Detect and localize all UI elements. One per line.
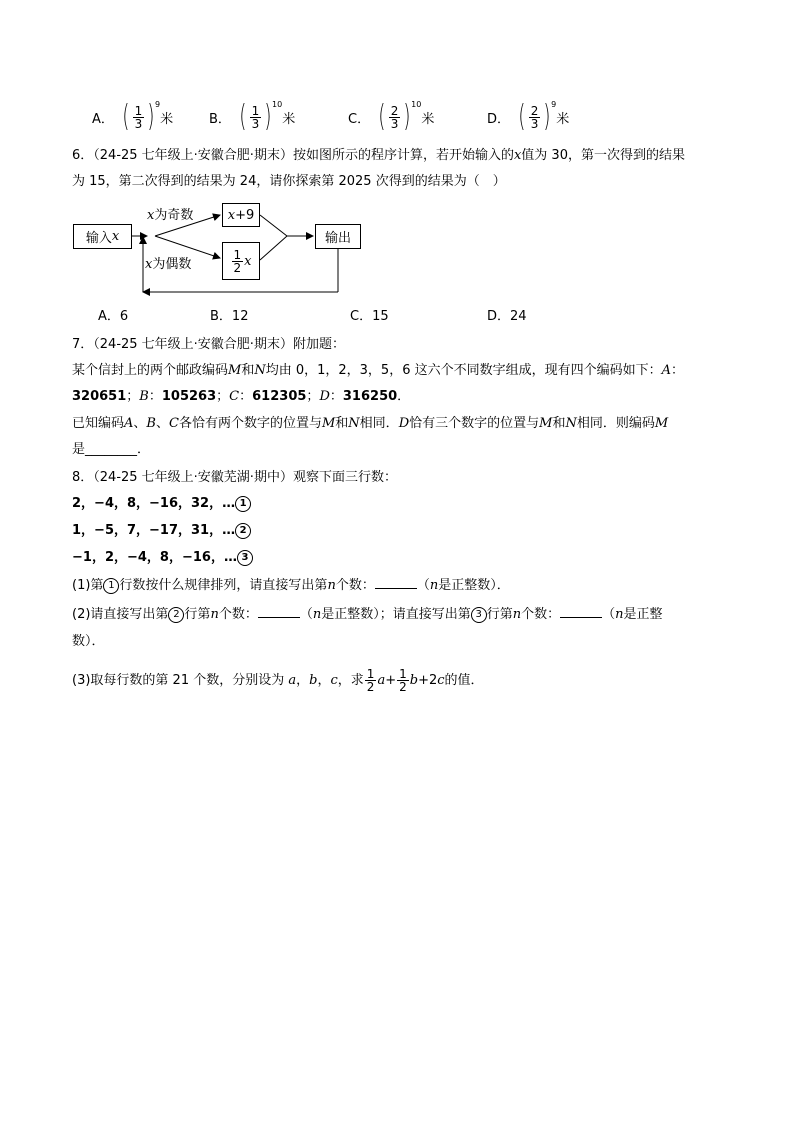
- answer-blank-2[interactable]: [258, 605, 300, 618]
- unit: 米: [421, 111, 435, 127]
- option-label: D．: [487, 111, 511, 127]
- q8-part3: (3)取每行数的第 21 个数，分别设为 a，b，c，求 $\frac{1}{2}$ a+ $\frac{1}{2}$ b+2c的值．: [72, 667, 484, 694]
- option-label: C．: [348, 111, 371, 127]
- flow-even-label: x为偶数: [145, 257, 192, 272]
- q8-row3: −1，2，−4，8，−16，… 3: [72, 548, 253, 568]
- unit: 米: [282, 111, 296, 127]
- q7-codes: 320651；B：105263；C：612305；D：316250．: [72, 389, 411, 404]
- power-expression: ( $\frac{1}{3}$ ) 10: [239, 99, 283, 134]
- q8-row1: 2，−4，8，−16，32，… 1: [72, 494, 251, 514]
- q8-part2-line1: (2)请直接写出第 2 行第n个数： （n是正整数）；请直接写出第 3 行第n个数： （n是正整: [72, 607, 663, 622]
- power-expression: ( $\frac{2}{3}$ ) 10: [378, 99, 422, 134]
- flow-half-box: $\frac{1}{2}$ x: [222, 242, 260, 280]
- expression-frac-a: $\frac{1}{2}$: [366, 667, 375, 694]
- flow-odd-label: x为奇数: [147, 208, 194, 223]
- flow-input-box: 输入 x: [73, 224, 132, 249]
- answer-blank-3[interactable]: [560, 605, 602, 618]
- power-expression: ( $\frac{1}{3}$ ) 9: [122, 99, 161, 134]
- q7-answer-blank[interactable]: 是________．: [72, 442, 151, 457]
- flowchart-connectors: [0, 0, 794, 320]
- q8-title: 8．（24-25 七年级上·安徽芜湖·期中）观察下面三行数：: [72, 470, 397, 485]
- q6-option-a[interactable]: A．6: [98, 309, 129, 324]
- answer-blank-1[interactable]: [375, 576, 417, 589]
- circled-3: 3: [237, 550, 253, 566]
- q6-option-d[interactable]: D．24: [487, 309, 527, 324]
- q7-stem-line3: 已知编码A、B、C各恰有两个数字的位置与M和N相同．D恰有三个数字的位置与M和N相同．则编码M: [72, 416, 669, 431]
- q6-option-b[interactable]: B．12: [210, 309, 249, 324]
- unit: 米: [160, 111, 174, 127]
- q6-stem-line1: 6．（24-25 七年级上·安徽合肥·期末）按如图所示的程序计算，若开始输入的x值为 30，第一次得到的结果: [72, 148, 685, 163]
- q6-option-c[interactable]: C．15: [350, 309, 389, 324]
- q8-part1: (1)第 1 行数按什么规律排列，请直接写出第n个数： （n是正整数）．: [72, 578, 510, 593]
- q7-title: 7．（24-25 七年级上·安徽合肥·期末）附加题：: [72, 337, 345, 352]
- option-label: A．: [92, 111, 114, 127]
- flow-output-box: 输出: [315, 224, 361, 249]
- q6-stem-line2: 为 15，第二次得到的结果为 24，请你探索第 2025 次得到的结果为（ ）: [72, 174, 506, 189]
- q8-row2: 1，−5，7，−17，31，… 2: [72, 521, 251, 541]
- unit: 米: [556, 111, 570, 127]
- circled-2: 2: [235, 523, 251, 539]
- power-expression: ( $\frac{2}{3}$ ) 9: [518, 99, 557, 134]
- expression-frac-b: $\frac{1}{2}$: [399, 667, 407, 694]
- q8-part2-line2: 数）．: [72, 634, 105, 649]
- option-label: B．: [209, 111, 231, 127]
- flow-add-box: x +9: [222, 203, 260, 227]
- q7-stem-line1: 某个信封上的两个邮政编码M和N均由 0，1，2，3，5，6 这六个不同数字组成，现有四个编码如下：A：: [72, 363, 685, 378]
- circled-1: 1: [235, 496, 251, 512]
